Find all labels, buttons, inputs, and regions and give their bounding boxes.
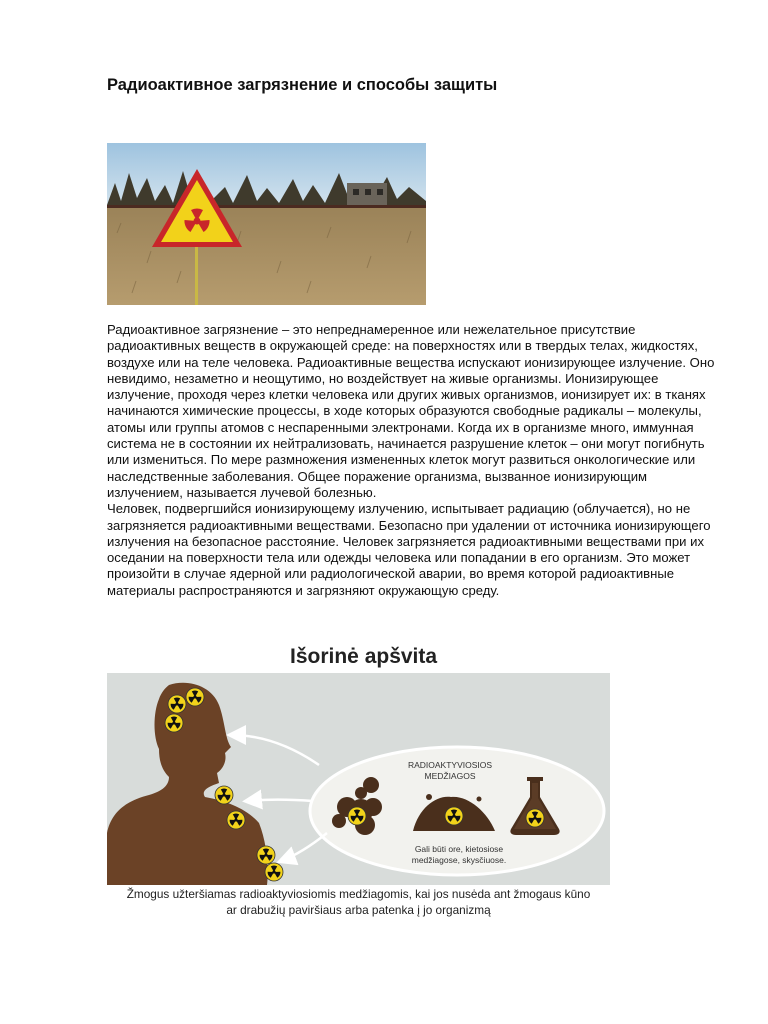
paragraph: Человек, подвергшийся ионизирующему излучению, испытывает радиацию (облучается), но не загрязняется радиоактивными веществами. Безопасно при удалении от источника ионизирующего излучения на безопасное расстояние. Человек загрязняется радиоактивными веществами при их оседании на поверхности тела или одежды человека или попадании в его организм. Это может произойти в случае ядерной или радиологической аварии, во время которой радиоактивные материалы распространяются и загрязняют окружающую среду. [107,501,711,598]
radiation-trefoil-icon [348,807,366,825]
bubble-heading-line2: MEDŽIAGOS [424,771,476,781]
bubble-note-line2: medžiagose, skysčiuose. [411,855,507,865]
radiation-trefoil-icon [215,786,233,804]
radiation-trefoil-icon [445,807,463,825]
infographic-caption-line2: ar drabužių paviršiaus arba patenka į jo organizmą [226,903,491,917]
infographic-title: Išorinė apšvita [290,645,438,668]
radiation-warning-photo [107,143,426,305]
arrow-icon [247,800,313,802]
radiation-trefoil-icon [257,846,275,864]
body-text [107,322,719,599]
paragraph: Радиоактивное загрязнение – это непреднамеренное или нежелательное присутствие радиоактивных веществ в окружающей среде: на поверхностях или в твердых телах, жидкостях, воздухе или на теле человека. Радиоактивные вещества испускают ионизирующее излучение. Оно невидимо, незаметно и неощутимо, но воздействует на живые организмы. Ионизирующее излучение, проходя через клетки человека или других живых организмов, ионизирует их: в тканях начинаются химические процессы, в ходе которых образуются свободные радикалы – молекулы, атомы или группы атомов с неспаренными электронами. Когда их в организме много, иммунная система не в состоянии их нейтрализовать, начинается разрушение клеток – они могут погибнуть или измениться. По мере размножения измененных клеток могут развиться онкологические или наследственные заболевания. Общее поражение организма, вызванное ионизирующим излучением, называется лучевой болезнью. [107,322,715,500]
bubble-heading-line1: RADIOAKTYVIOSIOS [407,760,493,770]
radiation-trefoil-icon [265,863,283,881]
external-exposure-infographic [107,673,610,885]
radiation-trefoil-icon [227,811,245,829]
radiation-trefoil-icon [526,809,544,827]
bubble-note-line1: Gali būti ore, kietosiose [414,844,504,854]
radiation-trefoil-icon [165,714,183,732]
radiation-trefoil-icon [186,688,204,706]
radiation-trefoil-icon [168,695,186,713]
document-title: Радиоактивное загрязнение и способы защиты [107,76,498,94]
infographic-caption-line1: Žmogus užteršiamas radioaktyviosiomis medžiagomis, kai jos nusėda ant žmogaus kūno [126,887,591,901]
